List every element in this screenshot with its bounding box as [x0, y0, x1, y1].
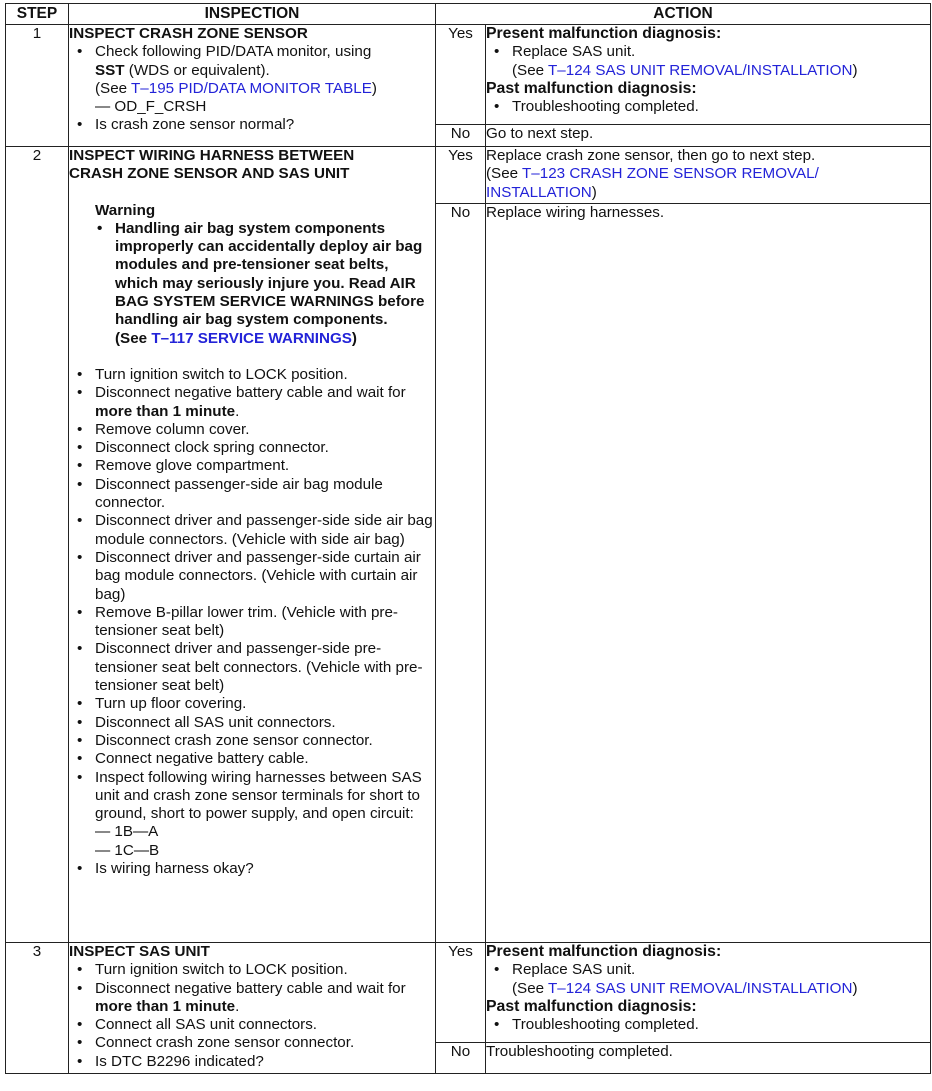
no-label: No [436, 125, 486, 147]
step-1-inspection [69, 25, 436, 147]
list-item: • Disconnect clock spring connector. [69, 439, 435, 457]
warning-heading: Warning [95, 201, 156, 219]
list-item: • Remove glove compartment. [69, 457, 435, 475]
terminal-pair: — 1C—B [95, 841, 160, 859]
list-item: • Replace SAS unit. (See T–124 SAS UNIT REMOVAL/INSTALLATION) [486, 961, 930, 998]
terminal-pair: — 1B—A [95, 823, 159, 841]
step-1-no-action: Go to next step. [486, 125, 931, 147]
link-crash-zone-sensor-removal[interactable]: T–123 CRASH ZONE SENSOR REMOVAL/ INSTALLATION [486, 165, 819, 201]
list-item: • Disconnect passenger-side air bag module connector. [69, 476, 435, 513]
warning-item: • Handling air bag system components improperly can accidentally deploy air bag modules and pre-tensioner seat belts, which may seriously injure you. Read AIR BAG SYSTEM SERVICE WARNINGS before handling air bag system components. (See T–117 SERVICE WARNINGS) [95, 220, 435, 348]
no-label: No [436, 204, 486, 943]
yes-label: Yes [436, 147, 486, 204]
step-number: 3 [6, 943, 69, 1074]
header-row [6, 4, 931, 25]
step-2-no-action: Replace wiring harnesses. [486, 204, 931, 943]
step-3-yes-row [6, 943, 931, 1043]
list-item: • Inspect following wiring harnesses between SAS unit and crash zone sensor terminals for short to ground, short to power supply, and open circuit: — 1B—A — 1C—B [69, 769, 435, 860]
list-item: • Disconnect driver and passenger-side curtain air bag module connectors. (Vehicle with curtain air bag) [69, 549, 435, 604]
step-title: INSPECT CRASH ZONE SENSOR [69, 25, 308, 42]
step-1-yes-action: Present malfunction diagnosis: • Replace SAS unit. (See T–124 SAS UNIT REMOVAL/INSTALLATION) Past malfunction diagnosis: • Troubleshooting completed. [486, 25, 931, 125]
warning-block [69, 202, 435, 348]
header-inspection: INSPECTION [69, 4, 436, 25]
list-item: • Disconnect crash zone sensor connector. [69, 732, 435, 750]
step-1-yes-row [6, 25, 931, 125]
pid-name: — OD_F_CRSH [95, 98, 207, 116]
link-sas-unit-removal[interactable]: T–124 SAS UNIT REMOVAL/INSTALLATION [548, 61, 853, 79]
list-item: • Connect crash zone sensor connector. [69, 1034, 435, 1052]
link-service-warnings[interactable]: T–117 SERVICE WARNINGS [151, 329, 352, 347]
list-item: • Is DTC B2296 indicated? [69, 1053, 435, 1071]
list-item: • Disconnect driver and passenger-side pre-tensioner seat belt connectors. (Vehicle with pre-tensioner seat belt) [69, 640, 435, 695]
list-item: • Connect negative battery cable. [69, 750, 435, 768]
list-item: • Replace SAS unit. (See T–124 SAS UNIT REMOVAL/INSTALLATION) [486, 43, 930, 80]
list-item: • Disconnect driver and passenger-side side air bag module connectors. (Vehicle with side air bag) [69, 512, 435, 549]
list-item: • Turn ignition switch to LOCK position. [69, 366, 435, 384]
list-item: • Check following PID/DATA monitor, using SST (WDS or equivalent). (See T–195 PID/DATA MONITOR TABLE) — OD_F_CRSH [69, 43, 435, 116]
list-item: • Remove column cover. [69, 421, 435, 439]
list-item: • Disconnect negative battery cable and wait for more than 1 minute. [69, 384, 435, 421]
list-item: • Disconnect negative battery cable and wait for more than 1 minute. [69, 980, 435, 1017]
yes-label: Yes [436, 943, 486, 1043]
list-item: • Disconnect all SAS unit connectors. [69, 714, 435, 732]
step-2-inspection: INSPECT WIRING HARNESS BETWEEN CRASH ZONE SENSOR AND SAS UNIT Warning • Handling air bag system components improperly can accidentally deploy air bag modules and pre-tensioner seat belts, which may seriously injure you. Read AIR BAG SYSTEM SERVICE WARNINGS before handling air bag system components. (See T–117 SERVICE WARNINGS) • Turn ignition switch to LOCK position. • Disconnect negative battery cable and wait for more than 1 minute. • Remove column cover. • Disconnect clock spring connector. • Remove glove compartment. • Disconnect passenger-side air bag module connector. • Disconnect driver and passenger-side side air bag module connectors. (Vehicle with side air bag) • Disconnect driver and passenger-side curtain air bag module connectors. (Vehicle with curtain air bag) • Remove B-pillar lower trim. (Vehicle with pre-tensioner seat belt) • Disconnect driver and passenger-side pre-tensioner seat belt connectors. (Vehicle with pre-tensioner seat belt) • Turn up floor covering. • Disconnect all SAS unit connectors. • Disconnect crash zone sensor connector. • Connect negative battery cable. • Inspect following wiring harnesses between SAS unit and crash zone sensor terminals for short to ground, short to power supply, and open circuit: — 1B—A — 1C—B • Is wiring harness okay? [69, 147, 436, 943]
list-item: • Connect all SAS unit connectors. [69, 1016, 435, 1034]
list-item: • Turn up floor covering. [69, 695, 435, 713]
step-3-inspection: INSPECT SAS UNIT • Turn ignition switch to LOCK position. • Disconnect negative battery cable and wait for more than 1 minute. • Connect all SAS unit connectors. • Connect crash zone sensor connector. • Is DTC B2296 indicated? [69, 943, 436, 1074]
yes-label: Yes [436, 25, 486, 125]
header-step: STEP [6, 4, 69, 25]
list-item: • Remove B-pillar lower trim. (Vehicle with pre-tensioner seat belt) [69, 604, 435, 641]
step-3-yes-action: Present malfunction diagnosis: • Replace SAS unit. (See T–124 SAS UNIT REMOVAL/INSTALLATION) Past malfunction diagnosis: • Troubleshooting completed. [486, 943, 931, 1043]
step-2-yes-action: Replace crash zone sensor, then go to next step. (See T–123 CRASH ZONE SENSOR REMOVAL/ INSTALLATION) [486, 147, 931, 204]
step-2-yes-row [6, 147, 931, 204]
link-sas-unit-removal[interactable]: T–124 SAS UNIT REMOVAL/INSTALLATION [548, 979, 853, 997]
step-number: 2 [6, 147, 69, 943]
step-number: 1 [6, 25, 69, 147]
list-item: • Is wiring harness okay? [69, 860, 435, 878]
link-pid-data-monitor-table[interactable]: T–195 PID/DATA MONITOR TABLE [131, 79, 372, 97]
list-item: • Troubleshooting completed. [486, 1016, 930, 1034]
list-item: • Is crash zone sensor normal? [69, 116, 435, 134]
list-item: • Turn ignition switch to LOCK position. [69, 961, 435, 979]
step-3-no-action: Troubleshooting completed. [486, 1043, 931, 1074]
diagnostic-table [5, 3, 931, 1074]
header-action: ACTION [436, 4, 931, 25]
no-label: No [436, 1043, 486, 1074]
list-item: • Troubleshooting completed. [486, 98, 930, 116]
